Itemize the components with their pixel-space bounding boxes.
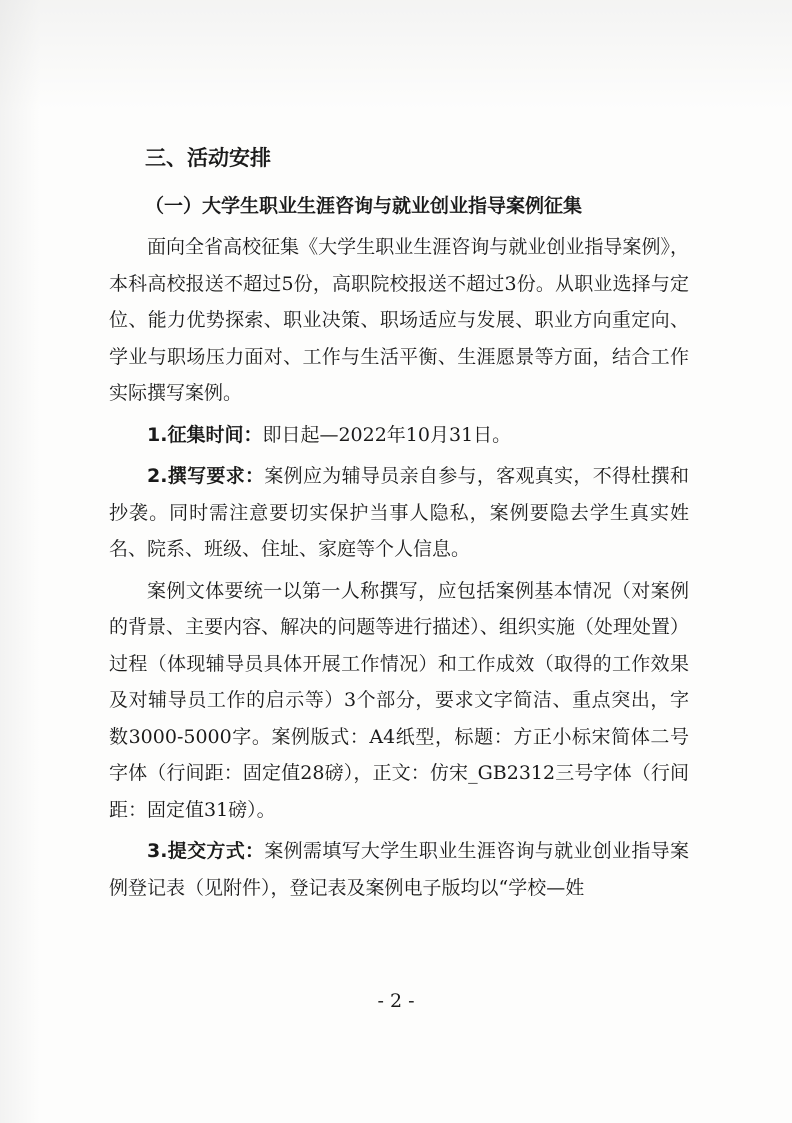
intro-paragraph: 面向全省高校征集《大学生职业生涯咨询与就业创业指导案例》，本科高校报送不超过5份，高职院校报送不超过3份。从职业选择与定位、能力优势探索、职业决策、职场适应与发展、职业方向重定向、学业与职场压力面对、工作与生活平衡、生涯愿景等方面，结合工作实际撰写案例。 xyxy=(109,236,689,404)
subsection-title: （一）大学生职业生涯咨询与就业创业指导案例征集 xyxy=(145,195,583,217)
document-body xyxy=(109,140,689,911)
section-title: 三、活动安排 xyxy=(145,146,271,170)
format-paragraph: 案例文体要统一以第一人称撰写，应包括案例基本情况（对案例的背景、主要内容、解决的问题等进行描述）、组织实施（处理处置）过程（体现辅导员具体开展工作情况）和工作成效（取得的工作效果及对辅导员工作的启示等）3个部分，要求文字简洁、重点突出，字数3000-5000字。案例版式：A4纸型，标题：方正小标宋简体二号字体（行间距：固定值28磅），正文：仿宋_GB2312三号字体（行间距：固定值31磅）。 xyxy=(109,579,689,821)
item-lead: 2.撰写要求： xyxy=(147,465,265,487)
scan-shadow xyxy=(0,0,792,110)
item-submission-method xyxy=(109,833,689,906)
item-lead: 3.提交方式： xyxy=(147,840,265,862)
item-text: 即日起—2022年10月31日。 xyxy=(262,423,512,446)
page-number: - 2 - xyxy=(377,990,415,1012)
item-writing-requirements xyxy=(109,458,689,568)
item-text: 案例应为辅导员亲自参与，客观真实，不得杜撰和抄袭。同时需注意要切实保护当事人隐私，案例要隐去学生真实姓名、院系、班级、住址、家庭等个人信息。 xyxy=(109,465,689,560)
item-text: 案例需填写大学生职业生涯咨询与就业创业指导案例登记表（见附件），登记表及案例电子版均以“学校—姓 xyxy=(109,840,689,899)
scan-shadow-left xyxy=(0,0,40,1123)
item-collection-time xyxy=(109,417,689,454)
item-lead: 1.征集时间： xyxy=(147,423,263,446)
